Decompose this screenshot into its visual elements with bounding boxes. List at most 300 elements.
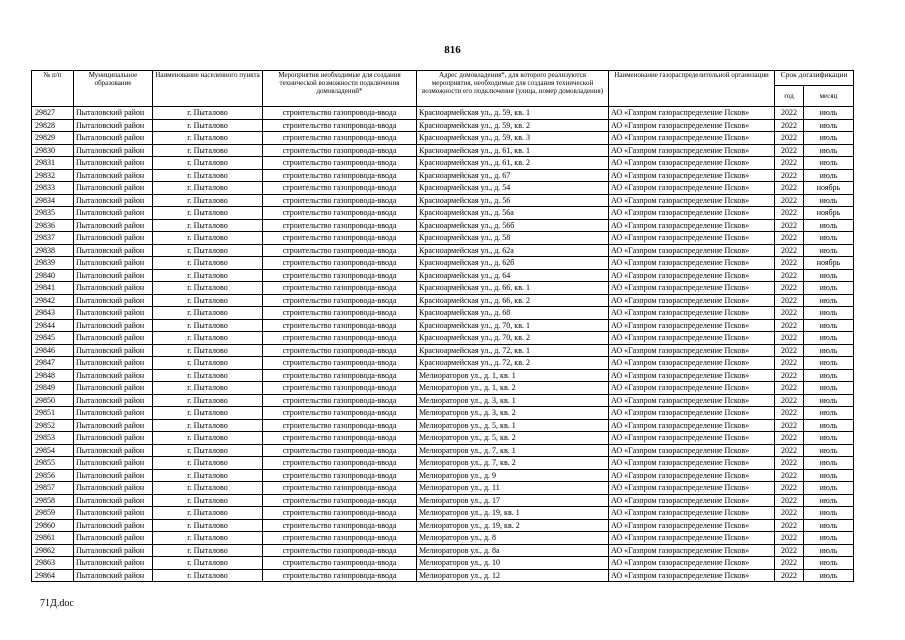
cell-activity: строительство газопровода-ввода (263, 457, 417, 470)
cell-organization: АО «Газпром газораспределение Псков» (609, 394, 775, 407)
cell-municipality: Пыталовский район (74, 494, 153, 507)
cell-locality: г. Пыталово (153, 394, 263, 407)
cell-activity: строительство газопровода-ввода (263, 194, 417, 207)
cell-year: 2022 (775, 232, 804, 245)
cell-year: 2022 (775, 107, 804, 120)
cell-year: 2022 (775, 257, 804, 270)
cell-locality: г. Пыталово (153, 244, 263, 257)
cell-address: Красноармейская ул., д. 61, кв. 1 (417, 144, 609, 157)
cell-organization: АО «Газпром газораспределение Псков» (609, 432, 775, 445)
table-row (32, 394, 854, 407)
cell-address: Мелиораторов ул., д. 5, кв. 2 (417, 432, 609, 445)
footer-filename: 71Д.doc (40, 598, 74, 609)
cell-month: июль (804, 569, 854, 582)
cell-municipality: Пыталовский район (74, 319, 153, 332)
cell-municipality: Пыталовский район (74, 369, 153, 382)
table-row (32, 457, 854, 470)
table-row (32, 269, 854, 282)
table-row (32, 369, 854, 382)
cell-number: 29840 (32, 269, 74, 282)
cell-month: июль (804, 132, 854, 145)
cell-number: 29835 (32, 207, 74, 220)
cell-month: июль (804, 269, 854, 282)
cell-organization: АО «Газпром газораспределение Псков» (609, 207, 775, 220)
cell-month: июль (804, 344, 854, 357)
table-row (32, 232, 854, 245)
cell-activity: строительство газопровода-ввода (263, 219, 417, 232)
cell-municipality: Пыталовский район (74, 432, 153, 445)
cell-year: 2022 (775, 369, 804, 382)
cell-year: 2022 (775, 544, 804, 557)
cell-month: июль (804, 469, 854, 482)
cell-activity: строительство газопровода-ввода (263, 107, 417, 120)
cell-month: июль (804, 332, 854, 345)
header-num: № п/п (32, 71, 74, 107)
cell-activity: строительство газопровода-ввода (263, 257, 417, 270)
cell-month: июль (804, 507, 854, 520)
cell-activity: строительство газопровода-ввода (263, 482, 417, 495)
cell-year: 2022 (775, 519, 804, 532)
cell-year: 2022 (775, 269, 804, 282)
cell-address: Красноармейская ул., д. 54 (417, 182, 609, 195)
cell-locality: г. Пыталово (153, 444, 263, 457)
cell-activity: строительство газопровода-ввода (263, 132, 417, 145)
header-address: Адрес домовладения*, для которого реализуются мероприятия, необходимые для создания технической возможности его подключения (улица, номер домовладения) (417, 71, 609, 107)
cell-locality: г. Пыталово (153, 282, 263, 295)
cell-activity: строительство газопровода-ввода (263, 144, 417, 157)
cell-number: 29828 (32, 119, 74, 132)
cell-locality: г. Пыталово (153, 507, 263, 520)
header-activity: Мероприятия необходимые для создания технической возможности подключения домовладений* (263, 71, 417, 107)
cell-municipality: Пыталовский район (74, 532, 153, 545)
cell-organization: АО «Газпром газораспределение Псков» (609, 219, 775, 232)
table-row (32, 119, 854, 132)
cell-municipality: Пыталовский район (74, 519, 153, 532)
cell-locality: г. Пыталово (153, 357, 263, 370)
cell-organization: АО «Газпром газораспределение Псков» (609, 482, 775, 495)
cell-organization: АО «Газпром газораспределение Псков» (609, 257, 775, 270)
cell-year: 2022 (775, 207, 804, 220)
cell-year: 2022 (775, 494, 804, 507)
cell-number: 29839 (32, 257, 74, 270)
cell-organization: АО «Газпром газораспределение Псков» (609, 244, 775, 257)
cell-number: 29848 (32, 369, 74, 382)
cell-locality: г. Пыталово (153, 169, 263, 182)
cell-locality: г. Пыталово (153, 182, 263, 195)
cell-organization: АО «Газпром газораспределение Псков» (609, 557, 775, 570)
cell-municipality: Пыталовский район (74, 382, 153, 395)
cell-number: 29830 (32, 144, 74, 157)
cell-organization: АО «Газпром газораспределение Псков» (609, 544, 775, 557)
cell-organization: АО «Газпром газораспределение Псков» (609, 282, 775, 295)
cell-number: 29844 (32, 319, 74, 332)
cell-activity: строительство газопровода-ввода (263, 419, 417, 432)
cell-organization: АО «Газпром газораспределение Псков» (609, 507, 775, 520)
cell-address: Мелиораторов ул., д. 3, кв. 2 (417, 407, 609, 420)
cell-address: Красноармейская ул., д. 62б (417, 257, 609, 270)
cell-locality: г. Пыталово (153, 232, 263, 245)
cell-activity: строительство газопровода-ввода (263, 344, 417, 357)
cell-activity: строительство газопровода-ввода (263, 307, 417, 320)
table-row (32, 107, 854, 120)
cell-address: Красноармейская ул., д. 56а (417, 207, 609, 220)
cell-month: июль (804, 194, 854, 207)
cell-year: 2022 (775, 482, 804, 495)
cell-year: 2022 (775, 319, 804, 332)
cell-number: 29843 (32, 307, 74, 320)
cell-activity: строительство газопровода-ввода (263, 169, 417, 182)
cell-activity: строительство газопровода-ввода (263, 282, 417, 295)
cell-organization: АО «Газпром газораспределение Псков» (609, 569, 775, 582)
table-row (32, 244, 854, 257)
table-row (32, 219, 854, 232)
cell-locality: г. Пыталово (153, 544, 263, 557)
cell-address: Красноармейская ул., д. 61, кв. 2 (417, 157, 609, 170)
cell-year: 2022 (775, 507, 804, 520)
cell-locality: г. Пыталово (153, 294, 263, 307)
cell-organization: АО «Газпром газораспределение Псков» (609, 344, 775, 357)
cell-month: июль (804, 432, 854, 445)
cell-address: Мелиораторов ул., д. 17 (417, 494, 609, 507)
cell-locality: г. Пыталово (153, 194, 263, 207)
table-row (32, 194, 854, 207)
cell-municipality: Пыталовский район (74, 544, 153, 557)
cell-address: Красноармейская ул., д. 59, кв. 2 (417, 119, 609, 132)
cell-organization: АО «Газпром газораспределение Псков» (609, 382, 775, 395)
cell-number: 29849 (32, 382, 74, 395)
cell-organization: АО «Газпром газораспределение Псков» (609, 269, 775, 282)
cell-address: Красноармейская ул., д. 66, кв. 2 (417, 294, 609, 307)
cell-locality: г. Пыталово (153, 407, 263, 420)
table-row (32, 532, 854, 545)
cell-municipality: Пыталовский район (74, 157, 153, 170)
cell-number: 29863 (32, 557, 74, 570)
cell-number: 29857 (32, 482, 74, 495)
cell-activity: строительство газопровода-ввода (263, 469, 417, 482)
cell-organization: АО «Газпром газораспределение Псков» (609, 132, 775, 145)
cell-organization: АО «Газпром газораспределение Псков» (609, 494, 775, 507)
table-row (32, 507, 854, 520)
cell-number: 29845 (32, 332, 74, 345)
cell-number: 29858 (32, 494, 74, 507)
cell-month: июль (804, 382, 854, 395)
cell-organization: АО «Газпром газораспределение Псков» (609, 107, 775, 120)
cell-locality: г. Пыталово (153, 494, 263, 507)
cell-number: 29831 (32, 157, 74, 170)
cell-number: 29837 (32, 232, 74, 245)
cell-address: Мелиораторов ул., д. 8 (417, 532, 609, 545)
cell-organization: АО «Газпром газораспределение Псков» (609, 407, 775, 420)
cell-year: 2022 (775, 557, 804, 570)
cell-month: июль (804, 144, 854, 157)
cell-month: июль (804, 319, 854, 332)
cell-address: Красноармейская ул., д. 64 (417, 269, 609, 282)
cell-organization: АО «Газпром газораспределение Псков» (609, 119, 775, 132)
cell-organization: АО «Газпром газораспределение Псков» (609, 194, 775, 207)
table-row (32, 157, 854, 170)
cell-year: 2022 (775, 407, 804, 420)
cell-month: июль (804, 557, 854, 570)
cell-year: 2022 (775, 394, 804, 407)
cell-locality: г. Пыталово (153, 107, 263, 120)
cell-address: Красноармейская ул., д. 56б (417, 219, 609, 232)
table-row (32, 544, 854, 557)
cell-municipality: Пыталовский район (74, 557, 153, 570)
cell-year: 2022 (775, 432, 804, 445)
cell-municipality: Пыталовский район (74, 344, 153, 357)
cell-activity: строительство газопровода-ввода (263, 544, 417, 557)
cell-month: июль (804, 394, 854, 407)
cell-locality: г. Пыталово (153, 319, 263, 332)
cell-number: 29827 (32, 107, 74, 120)
cell-municipality: Пыталовский район (74, 107, 153, 120)
cell-month: июль (804, 407, 854, 420)
cell-municipality: Пыталовский район (74, 257, 153, 270)
cell-number: 29856 (32, 469, 74, 482)
cell-number: 29829 (32, 132, 74, 145)
cell-address: Красноармейская ул., д. 67 (417, 169, 609, 182)
table-header (32, 71, 854, 107)
cell-municipality: Пыталовский район (74, 232, 153, 245)
table-row (32, 357, 854, 370)
cell-municipality: Пыталовский район (74, 307, 153, 320)
cell-number: 29832 (32, 169, 74, 182)
cell-municipality: Пыталовский район (74, 169, 153, 182)
cell-locality: г. Пыталово (153, 382, 263, 395)
cell-year: 2022 (775, 144, 804, 157)
cell-year: 2022 (775, 182, 804, 195)
cell-number: 29855 (32, 457, 74, 470)
table-row (32, 182, 854, 195)
gasification-table (31, 70, 854, 582)
cell-locality: г. Пыталово (153, 557, 263, 570)
cell-organization: АО «Газпром газораспределение Псков» (609, 307, 775, 320)
cell-activity: строительство газопровода-ввода (263, 232, 417, 245)
table-row (32, 169, 854, 182)
cell-locality: г. Пыталово (153, 157, 263, 170)
cell-activity: строительство газопровода-ввода (263, 519, 417, 532)
cell-organization: АО «Газпром газораспределение Псков» (609, 294, 775, 307)
cell-organization: АО «Газпром газораспределение Псков» (609, 182, 775, 195)
cell-municipality: Пыталовский район (74, 457, 153, 470)
table-row (32, 344, 854, 357)
cell-address: Красноармейская ул., д. 59, кв. 3 (417, 132, 609, 145)
cell-number: 29833 (32, 182, 74, 195)
cell-address: Мелиораторов ул., д. 11 (417, 482, 609, 495)
cell-activity: строительство газопровода-ввода (263, 269, 417, 282)
cell-year: 2022 (775, 169, 804, 182)
table-row (32, 132, 854, 145)
cell-organization: АО «Газпром газораспределение Псков» (609, 369, 775, 382)
cell-year: 2022 (775, 219, 804, 232)
table-row (32, 307, 854, 320)
cell-address: Мелиораторов ул., д. 7, кв. 2 (417, 457, 609, 470)
cell-organization: АО «Газпром газораспределение Псков» (609, 444, 775, 457)
cell-municipality: Пыталовский район (74, 332, 153, 345)
cell-address: Мелиораторов ул., д. 7, кв. 1 (417, 444, 609, 457)
cell-activity: строительство газопровода-ввода (263, 382, 417, 395)
cell-month: июль (804, 357, 854, 370)
table-row (32, 444, 854, 457)
cell-address: Красноармейская ул., д. 62а (417, 244, 609, 257)
header-deadline: Срок догазификации (775, 71, 854, 86)
table-row (32, 282, 854, 295)
cell-year: 2022 (775, 157, 804, 170)
table-row (32, 494, 854, 507)
table-row (32, 519, 854, 532)
header-locality: Наименование населенного пункта (153, 71, 263, 107)
cell-month: июль (804, 544, 854, 557)
cell-municipality: Пыталовский район (74, 132, 153, 145)
cell-address: Красноармейская ул., д. 70, кв. 1 (417, 319, 609, 332)
cell-number: 29847 (32, 357, 74, 370)
cell-locality: г. Пыталово (153, 569, 263, 582)
cell-locality: г. Пыталово (153, 344, 263, 357)
cell-locality: г. Пыталово (153, 269, 263, 282)
cell-municipality: Пыталовский район (74, 269, 153, 282)
table-row (32, 294, 854, 307)
cell-locality: г. Пыталово (153, 219, 263, 232)
cell-municipality: Пыталовский район (74, 469, 153, 482)
table-row (32, 432, 854, 445)
cell-year: 2022 (775, 444, 804, 457)
cell-month: июль (804, 157, 854, 170)
cell-number: 29854 (32, 444, 74, 457)
cell-month: июль (804, 119, 854, 132)
cell-activity: строительство газопровода-ввода (263, 182, 417, 195)
cell-address: Красноармейская ул., д. 68 (417, 307, 609, 320)
cell-year: 2022 (775, 244, 804, 257)
cell-locality: г. Пыталово (153, 119, 263, 132)
header-year: год (775, 86, 804, 107)
cell-number: 29836 (32, 219, 74, 232)
cell-month: июль (804, 219, 854, 232)
table-row (32, 557, 854, 570)
cell-organization: АО «Газпром газораспределение Псков» (609, 419, 775, 432)
cell-address: Мелиораторов ул., д. 3, кв. 1 (417, 394, 609, 407)
cell-organization: АО «Газпром газораспределение Псков» (609, 469, 775, 482)
cell-address: Красноармейская ул., д. 59, кв. 1 (417, 107, 609, 120)
cell-month: июль (804, 457, 854, 470)
cell-organization: АО «Газпром газораспределение Псков» (609, 232, 775, 245)
cell-year: 2022 (775, 194, 804, 207)
cell-locality: г. Пыталово (153, 519, 263, 532)
table-row (32, 482, 854, 495)
cell-month: июль (804, 282, 854, 295)
cell-municipality: Пыталовский район (74, 482, 153, 495)
cell-year: 2022 (775, 469, 804, 482)
cell-number: 29850 (32, 394, 74, 407)
table-body (32, 107, 854, 582)
table-row (32, 319, 854, 332)
cell-number: 29861 (32, 532, 74, 545)
cell-locality: г. Пыталово (153, 419, 263, 432)
header-month: месяц (804, 86, 854, 107)
cell-address: Мелиораторов ул., д. 8а (417, 544, 609, 557)
cell-month: июль (804, 369, 854, 382)
table-row (32, 569, 854, 582)
cell-locality: г. Пыталово (153, 457, 263, 470)
cell-organization: АО «Газпром газораспределение Псков» (609, 532, 775, 545)
cell-municipality: Пыталовский район (74, 119, 153, 132)
cell-address: Мелиораторов ул., д. 12 (417, 569, 609, 582)
cell-address: Мелиораторов ул., д. 1, кв. 2 (417, 382, 609, 395)
cell-year: 2022 (775, 382, 804, 395)
cell-locality: г. Пыталово (153, 369, 263, 382)
cell-year: 2022 (775, 457, 804, 470)
header-municipality: Муниципальное образование (74, 71, 153, 107)
cell-number: 29834 (32, 194, 74, 207)
cell-organization: АО «Газпром газораспределение Псков» (609, 319, 775, 332)
cell-activity: строительство газопровода-ввода (263, 119, 417, 132)
cell-municipality: Пыталовский район (74, 507, 153, 520)
cell-number: 29838 (32, 244, 74, 257)
cell-activity: строительство газопровода-ввода (263, 244, 417, 257)
cell-locality: г. Пыталово (153, 132, 263, 145)
cell-year: 2022 (775, 332, 804, 345)
cell-year: 2022 (775, 344, 804, 357)
cell-locality: г. Пыталово (153, 257, 263, 270)
cell-activity: строительство газопровода-ввода (263, 332, 417, 345)
cell-year: 2022 (775, 419, 804, 432)
cell-municipality: Пыталовский район (74, 244, 153, 257)
cell-organization: АО «Газпром газораспределение Псков» (609, 357, 775, 370)
cell-number: 29862 (32, 544, 74, 557)
cell-month: июль (804, 519, 854, 532)
cell-locality: г. Пыталово (153, 307, 263, 320)
cell-municipality: Пыталовский район (74, 294, 153, 307)
cell-number: 29859 (32, 507, 74, 520)
table-row (32, 207, 854, 220)
cell-municipality: Пыталовский район (74, 419, 153, 432)
cell-address: Красноармейская ул., д. 56 (417, 194, 609, 207)
cell-month: июль (804, 107, 854, 120)
cell-activity: строительство газопровода-ввода (263, 507, 417, 520)
cell-address: Мелиораторов ул., д. 19, кв. 1 (417, 507, 609, 520)
cell-year: 2022 (775, 132, 804, 145)
cell-month: ноябрь (804, 182, 854, 195)
cell-locality: г. Пыталово (153, 332, 263, 345)
cell-municipality: Пыталовский район (74, 144, 153, 157)
cell-address: Красноармейская ул., д. 70, кв. 2 (417, 332, 609, 345)
header-org: Наименование газораспределительной организации (609, 71, 775, 107)
cell-organization: АО «Газпром газораспределение Псков» (609, 157, 775, 170)
cell-organization: АО «Газпром газораспределение Псков» (609, 457, 775, 470)
cell-activity: строительство газопровода-ввода (263, 532, 417, 545)
cell-municipality: Пыталовский район (74, 182, 153, 195)
cell-municipality: Пыталовский район (74, 194, 153, 207)
cell-number: 29853 (32, 432, 74, 445)
cell-year: 2022 (775, 532, 804, 545)
cell-month: ноябрь (804, 207, 854, 220)
cell-organization: АО «Газпром газораспределение Псков» (609, 169, 775, 182)
cell-month: июль (804, 169, 854, 182)
cell-year: 2022 (775, 569, 804, 582)
cell-number: 29846 (32, 344, 74, 357)
cell-organization: АО «Газпром газораспределение Псков» (609, 519, 775, 532)
cell-address: Красноармейская ул., д. 72, кв. 1 (417, 344, 609, 357)
cell-address: Мелиораторов ул., д. 10 (417, 557, 609, 570)
table-row (32, 332, 854, 345)
cell-municipality: Пыталовский район (74, 282, 153, 295)
cell-municipality: Пыталовский район (74, 569, 153, 582)
cell-number: 29860 (32, 519, 74, 532)
cell-locality: г. Пыталово (153, 144, 263, 157)
table-row (32, 407, 854, 420)
cell-activity: строительство газопровода-ввода (263, 444, 417, 457)
cell-month: июль (804, 244, 854, 257)
table-row (32, 144, 854, 157)
